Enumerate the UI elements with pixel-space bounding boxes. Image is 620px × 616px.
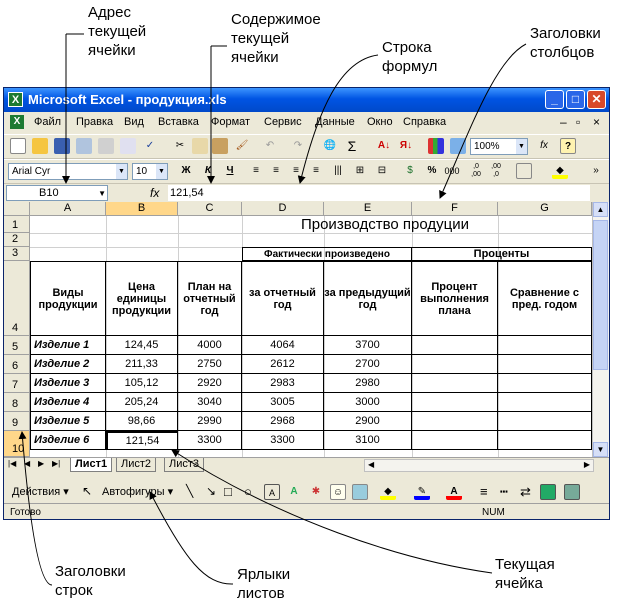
table-cell[interactable]: Изделие 3 (30, 374, 106, 393)
column-header-g[interactable]: G (498, 202, 592, 216)
menu-insert[interactable]: Вставка (158, 116, 199, 128)
table-cell[interactable] (498, 393, 592, 412)
table-cell[interactable]: 4064 (242, 336, 324, 355)
table-cell[interactable]: 124,45 (106, 336, 178, 355)
doc-restore-button[interactable]: ▫ (576, 115, 581, 129)
row-header-2[interactable] (4, 233, 30, 247)
worksheet-grid[interactable] (4, 202, 592, 457)
currency-icon[interactable]: $ (407, 165, 413, 176)
formula-bar (4, 184, 609, 202)
excel-app-icon[interactable]: X (8, 92, 23, 107)
table-cell[interactable]: 2983 (242, 374, 324, 393)
column-header-d[interactable]: D (242, 202, 324, 216)
next-sheet-icon[interactable]: ▶ (38, 459, 45, 468)
cut-icon[interactable]: ✂ (175, 140, 185, 151)
font-name-select[interactable] (8, 163, 128, 180)
font-size-value: 10 (136, 166, 148, 177)
line-color-icon[interactable]: ✎ (414, 484, 430, 500)
header-unit-price[interactable]: Цена единицы продукции (106, 261, 178, 336)
table-cell[interactable]: Изделие 1 (30, 336, 106, 355)
document-icon[interactable]: X (10, 115, 24, 129)
save-icon[interactable] (54, 138, 70, 154)
row-header-4[interactable] (4, 261, 30, 336)
excel-window (3, 87, 610, 520)
table-cell[interactable]: 2990 (178, 412, 242, 431)
table-cell[interactable]: 2980 (324, 374, 412, 393)
table-cell[interactable]: 105,12 (106, 374, 178, 393)
group-header-percent[interactable]: Проценты (412, 247, 592, 261)
sheet-tab-2[interactable]: Лист2 (116, 458, 156, 472)
paste-icon[interactable] (212, 138, 228, 154)
name-box[interactable] (6, 185, 108, 201)
table-cell[interactable]: 3005 (242, 393, 324, 412)
row-number: 1 (12, 219, 19, 231)
italic-button[interactable]: К (204, 165, 212, 176)
status-num: NUM (482, 507, 505, 518)
row-number: 3 (12, 247, 19, 259)
line-icon[interactable]: ╲ (186, 484, 194, 498)
sheet-title-cell[interactable]: Производство продуции (300, 216, 470, 233)
table-cell[interactable] (498, 374, 592, 393)
menu-bar (4, 113, 609, 133)
toolbar-options-icon[interactable]: » (593, 165, 599, 176)
row-header-10[interactable] (4, 431, 30, 457)
header-plan[interactable]: План на отчетный год (178, 261, 242, 336)
table-cell[interactable]: 3040 (178, 393, 242, 412)
name-box-dropdown-icon[interactable]: ▼ (98, 189, 106, 198)
zoom-dropdown-icon[interactable]: ▼ (516, 139, 527, 154)
hyperlink-icon[interactable]: 🌐 (323, 140, 337, 151)
picture-icon[interactable] (352, 484, 368, 500)
annotation-cell-contents: Содержимое текущей ячейки (231, 11, 321, 66)
sheet-tab-1[interactable]: Лист1 (70, 458, 112, 472)
row-header-8[interactable] (4, 393, 30, 412)
menu-tools[interactable]: Сервис (264, 116, 302, 128)
first-sheet-icon[interactable]: |◀ (8, 459, 17, 468)
row-header-7[interactable] (4, 374, 30, 393)
table-cell[interactable]: Изделие 2 (30, 355, 106, 374)
distributed-icon[interactable]: ||| (334, 165, 342, 176)
table-cell[interactable] (498, 431, 592, 450)
row-number: 5 (12, 341, 19, 353)
annotation-row-headers: Заголовки строк (55, 563, 126, 599)
menu-edit[interactable]: Правка (76, 116, 114, 128)
shadow-icon[interactable] (540, 484, 556, 500)
name-box-value: B10 (39, 187, 59, 199)
column-header-c[interactable]: C (178, 202, 242, 216)
last-sheet-icon[interactable]: ▶| (52, 459, 61, 468)
prev-sheet-icon[interactable]: ◀ (24, 459, 31, 468)
menu-file[interactable]: Файл (34, 116, 62, 128)
formula-input[interactable] (168, 185, 590, 201)
row-number: 4 (12, 322, 19, 334)
table-cell[interactable]: 2900 (324, 412, 412, 431)
print-preview-icon[interactable] (120, 138, 136, 154)
grid-line (30, 233, 592, 234)
format-painter-icon[interactable]: 🖌 (235, 140, 249, 151)
active-cell-b10[interactable]: 121,54 (106, 431, 178, 450)
align-center-icon[interactable]: ≡ (273, 165, 279, 176)
redo-icon[interactable]: ↷ (293, 140, 303, 151)
align-justify-icon[interactable]: ≡ (313, 165, 319, 176)
menu-data[interactable]: Данные (315, 116, 355, 128)
fx-toolbar-button[interactable]: fx (540, 140, 548, 151)
sort-ascending-icon[interactable]: A↓ (377, 140, 391, 151)
diagram-icon[interactable]: ✱ (311, 486, 321, 497)
close-button[interactable]: ✕ (587, 90, 606, 109)
sheet-tab-3[interactable]: Лист3 (164, 458, 204, 472)
spelling-icon[interactable]: ✓ (145, 140, 155, 151)
autosum-icon[interactable]: Σ (347, 138, 357, 154)
menu-help[interactable]: Справка (403, 116, 447, 128)
column-header-e[interactable]: E (324, 202, 412, 216)
bold-button[interactable]: Ж (181, 165, 191, 176)
doc-close-button[interactable]: × (593, 115, 601, 129)
sort-descending-icon[interactable]: Я↓ (399, 140, 413, 151)
annotation-column-headers: Заголовки столбцов (530, 25, 601, 61)
header-current-year[interactable]: за отчетный год (242, 261, 324, 336)
table-cell[interactable] (412, 336, 498, 355)
standard-toolbar (4, 134, 609, 159)
column-header-f[interactable]: F (412, 202, 498, 216)
row-number: 8 (12, 398, 19, 410)
table-cell[interactable] (498, 412, 592, 431)
fill-color-draw-icon[interactable]: ◆ (380, 484, 396, 500)
scroll-right-icon[interactable]: ▶ (583, 460, 590, 469)
row-number: 2 (12, 233, 19, 245)
table-cell[interactable]: 2612 (242, 355, 324, 374)
maximize-button[interactable]: □ (566, 90, 585, 109)
table-cell[interactable]: Изделие 4 (30, 393, 106, 412)
column-header-b[interactable]: B (106, 202, 178, 216)
table-cell[interactable] (498, 355, 592, 374)
fill-color-icon[interactable]: ◆ (552, 163, 568, 179)
oval-icon[interactable]: ○ (244, 484, 252, 499)
group-header-actual[interactable]: Фактически произведено (242, 247, 412, 261)
merge-center-icon[interactable]: ⊞ (355, 165, 365, 176)
font-size-dropdown-icon[interactable]: ▼ (156, 164, 167, 179)
row-number: 9 (12, 417, 19, 429)
draw-actions-menu[interactable]: Действия ▾ (12, 486, 69, 498)
3d-icon[interactable] (564, 484, 580, 500)
table-cell[interactable]: 2968 (242, 412, 324, 431)
table-cell[interactable] (412, 355, 498, 374)
row-number: 6 (12, 360, 19, 372)
annotation-cell-address: Адрес текущей ячейки (88, 4, 147, 59)
thousands-button[interactable]: 000 (444, 166, 460, 176)
autoshapes-menu[interactable]: Автофигуры ▾ (102, 486, 174, 498)
scroll-thumb[interactable] (593, 220, 608, 370)
font-name-dropdown-icon[interactable]: ▼ (116, 164, 127, 179)
table-cell[interactable] (498, 336, 592, 355)
status-ready: Готово (10, 507, 41, 518)
menu-format[interactable]: Формат (211, 116, 251, 128)
annotation-active-cell: Текущая ячейка (495, 556, 555, 592)
wordart-icon[interactable]: A (290, 486, 298, 497)
table-cell[interactable]: 3000 (324, 393, 412, 412)
autoshapes-label: Автофигуры (102, 486, 165, 498)
select-all-corner[interactable] (4, 202, 30, 216)
table-cell[interactable]: 98,66 (106, 412, 178, 431)
align-left-icon[interactable]: ≡ (253, 165, 259, 176)
underline-button[interactable]: Ч (226, 165, 234, 176)
table-cell[interactable]: 211,33 (106, 355, 178, 374)
table-cell[interactable] (412, 374, 498, 393)
table-cell[interactable]: 3300 (242, 431, 324, 450)
sheet-tab-bar (4, 457, 609, 473)
window-title: Microsoft Excel - продукция.xls (28, 92, 227, 107)
formatting-toolbar (4, 159, 609, 184)
table-cell[interactable] (412, 431, 498, 450)
row-header-5[interactable] (4, 336, 30, 355)
status-bar (4, 503, 609, 520)
scroll-left-icon[interactable]: ◀ (368, 460, 375, 469)
chart-wizard-icon[interactable] (428, 138, 444, 154)
formula-value: 121,54 (170, 187, 204, 199)
select-objects-icon[interactable]: ↖ (82, 484, 93, 498)
row-number: 7 (12, 379, 19, 391)
column-header-a[interactable]: A (30, 202, 106, 216)
minimize-button[interactable]: _ (545, 90, 564, 109)
header-plan-percent[interactable]: Процент выполнения плана (412, 261, 498, 336)
header-compare-prev[interactable]: Сравнение с пред. годом (498, 261, 592, 336)
table-cell[interactable]: Изделие 5 (30, 412, 106, 431)
header-previous-year[interactable]: за предыдущий год (324, 261, 412, 336)
table-cell[interactable]: 3100 (324, 431, 412, 450)
row-header-1[interactable] (4, 216, 30, 233)
wrap-icon[interactable]: ⊟ (377, 165, 387, 176)
help-icon[interactable]: ? (560, 138, 576, 154)
font-size-select[interactable] (132, 163, 168, 180)
table-cell[interactable]: 2920 (178, 374, 242, 393)
open-folder-icon[interactable] (32, 138, 48, 154)
scroll-up-icon[interactable]: ▲ (593, 202, 608, 217)
row-header-6[interactable] (4, 355, 30, 374)
insert-function-button[interactable]: fx (150, 186, 160, 200)
font-name-value: Arial Cyr (12, 166, 51, 177)
new-file-icon[interactable] (10, 138, 26, 154)
row-header-9[interactable] (4, 412, 30, 431)
table-cell[interactable]: Изделие 6 (30, 431, 106, 450)
permission-icon[interactable] (76, 138, 92, 154)
table-cell[interactable]: 3700 (324, 336, 412, 355)
line-style-icon[interactable]: ≡ (480, 484, 488, 499)
font-color-icon[interactable]: A (446, 484, 462, 500)
align-right-icon[interactable]: ≡ (293, 165, 299, 176)
menu-view[interactable]: Вид (124, 116, 144, 128)
row-number: 10 (12, 443, 25, 455)
horizontal-scrollbar[interactable] (364, 459, 594, 472)
title-bar[interactable] (4, 88, 609, 112)
rectangle-icon[interactable]: □ (224, 484, 232, 499)
row-header-3[interactable] (4, 247, 30, 261)
zoom-value: 100% (474, 141, 500, 152)
dash-style-icon[interactable]: ┅ (500, 484, 508, 499)
zoom-select[interactable] (470, 138, 528, 155)
table-cell[interactable]: 2700 (324, 355, 412, 374)
percent-button[interactable]: % (427, 165, 437, 176)
vertical-scrollbar[interactable] (592, 202, 609, 457)
table-cell[interactable] (412, 393, 498, 412)
scroll-down-icon[interactable]: ▼ (593, 442, 608, 457)
decrease-decimal-button[interactable]: ,00 ,0 (491, 163, 501, 178)
table-cell[interactable]: 4000 (178, 336, 242, 355)
copy-icon[interactable] (192, 138, 208, 154)
undo-icon[interactable]: ↶ (265, 140, 275, 151)
print-icon[interactable] (98, 138, 114, 154)
borders-icon[interactable] (516, 163, 532, 179)
annotation-sheet-tabs: Ярлыки листов (237, 566, 291, 602)
increase-decimal-button[interactable]: ,0 ,00 (471, 163, 481, 178)
drawing-icon[interactable] (450, 138, 466, 154)
draw-actions-label: Действия (12, 486, 61, 498)
arrow-icon[interactable]: ↘ (206, 484, 217, 498)
textbox-icon[interactable]: A (264, 484, 280, 500)
table-cell[interactable]: 2750 (178, 355, 242, 374)
drawing-toolbar (4, 481, 609, 503)
clipart-icon[interactable]: ☺ (330, 484, 346, 500)
menu-window[interactable]: Окно (367, 116, 393, 128)
table-cell[interactable]: 3300 (178, 431, 242, 450)
arrow-style-icon[interactable]: ⇄ (520, 484, 531, 499)
header-product-type[interactable]: Виды продукции (30, 261, 106, 336)
doc-minimize-button[interactable]: – (560, 115, 567, 129)
table-cell[interactable]: 205,24 (106, 393, 178, 412)
annotation-formula-bar: Строка формул (382, 39, 438, 75)
table-cell[interactable] (412, 412, 498, 431)
